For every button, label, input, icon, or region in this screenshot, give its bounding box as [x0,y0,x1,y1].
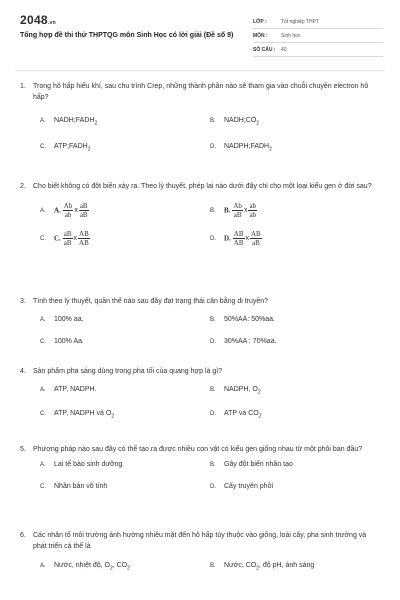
question-text: Sản phẩm pha sáng dùng trong pha tối của quang hợp là gì? [33,368,223,375]
option-a[interactable]: A. $NADH;FADH_2$ [40,117,98,127]
question-text: Các nhân tố môi trường ảnh hưởng nhiều mặt đến hô hấp tùy thuộc vào giống, loài cây, pha sinh trưởng và phát triển cá thể là [33,532,367,550]
option-c[interactable]: C. ATP, NADPH và $O_2$ [40,410,115,420]
question-text: Trong hô hấp hiếu khí, sau chu trình Crep, những thành phần nào sẽ tham gia vào chuỗi chuyền electron hô hấp? [33,83,369,101]
question-5: 5. Phương pháp nào sau đây có thể tạo ra được nhiều con vật có kiểu gen giống nhau từ một phôi ban đầu? A. Lai tế bào sinh dưỡng B. Gây đột biến nhân tạo C. Nhân bản vô tính D. Cấy truyền phôi [20,444,380,499]
option-c[interactable]: C. C. $\frac{aB}{aB}$ x $\frac{AB}{AB}$ [40,230,89,247]
option-a[interactable]: A. A. $\frac{Ab}{ab}$ x $\frac{aB}{aB}$ [40,202,88,219]
option-a[interactable]: A. Lai tế bào sinh dưỡng [40,461,123,468]
option-b[interactable]: B. $NADH;CO_2$ [210,117,260,127]
option-c[interactable]: C. 100% Aa. [40,338,84,345]
site-logo[interactable]: 2048.vn [20,13,57,27]
document-title: Tổng hợp đề thi thử THPTQG môn Sinh Học có lời giải (Đề số 9) [20,32,234,39]
page-header [0,0,400,62]
option-d[interactable]: D. D. $\frac{AB}{AB}$ x $\frac{AB}{aB}$ [210,230,261,247]
meta-subject: MÔN : Sinh học [253,29,383,43]
option-c[interactable]: C. Nhân bản vô tính [40,483,108,490]
question-text: Phương pháp nào sau đây có thể tạo ra được nhiều con vật có kiểu gen giống nhau từ một phôi ban đầu? [33,446,363,453]
question-text: Cho biết không có đột biến xảy ra. Theo lý thuyết, phép lai nào dưới đây chỉ cho một loại kiểu gen ở đời sau? [33,183,372,190]
meta-question-count: SỐ CÂU : 40 [253,43,383,57]
option-b[interactable]: B. NADPH, $O_2$ [210,386,261,396]
option-d[interactable]: D. Cấy truyền phôi [210,483,274,490]
option-d[interactable]: D. ATP và $CO_2$ [210,410,262,420]
option-b[interactable]: B. Nước, $CO_2$, độ pH, ánh sáng [210,562,315,572]
option-b[interactable]: B. B. $\frac{Ab}{aB}$ x $\frac{ab}{ab}$ [210,202,257,219]
exam-meta [253,15,383,57]
question-1: 1. Trong hô hấp hiếu khí, sau chu trình Crep, những thành phần nào sẽ tham gia vào chuỗi chuyền electron hô hấp? A. $NADH;FADH_2$ B. $NADH;CO_2$ C. $ATP;FADH_2$ D. $NADPH;FADH_2$ [20,81,380,159]
question-3: 3. Tính theo lý thuyết, quần thể nào sau đây đạt trạng thái cân bằng di truyền? A. 100% aa. B. 50%AA: 50%aa. C. 100% Aa. D. 30%AA : 70%aa. [20,296,380,354]
option-c[interactable]: C. $ATP;FADH_2$ [40,143,91,153]
question-2: 2. Cho biết không có đột biến xảy ra. Theo lý thuyết, phép lai nào dưới đây chỉ cho một loại kiểu gen ở đời sau? A. A. $\frac{Ab}{ab}$ x $\frac{aB}{aB}$ B. B. $\frac{Ab}{aB}$ x $\frac{ab}{ab}$ C. C. $\frac{aB}{aB}$ x $\frac{AB}{AB}$ D. D. $\frac{AB}{AB}$ x $\frac{AB}{aB}$ [20,181,380,250]
option-b[interactable]: B. 50%AA: 50%aa. [210,316,275,323]
header-divider [15,70,385,71]
question-6: 6. Các nhân tố môi trường ảnh hưởng nhiều mặt đến hô hấp tùy thuộc vào giống, loài cây, pha sinh trưởng và phát triển cá thể là A. Nước, nhiệt độ, $O_2$, $CO_2$ B. Nước, $CO_2$, độ pH, ánh sáng [20,530,380,578]
option-a[interactable]: A. Nước, nhiệt độ, $O_2$, $CO_2$ [40,562,130,572]
option-a[interactable]: A. ATP, NADPH. [40,386,97,393]
question-text: Tính theo lý thuyết, quần thể nào sau đây đạt trạng thái cân bằng di truyền? [33,298,269,305]
meta-class: LỚP : Tốt nghiệp THPT [253,15,383,29]
option-a[interactable]: A. 100% aa. [40,316,84,323]
option-d[interactable]: D. $NADPH;FADH_2$ [210,143,272,153]
option-d[interactable]: D. 30%AA : 70%aa. [210,338,277,345]
option-b[interactable]: B. Gây đột biến nhân tạo [210,461,293,468]
question-4: 4. Sản phẩm pha sáng dùng trong pha tối của quang hợp là gì? A. ATP, NADPH. B. NADPH, $O_2$ C. ATP, NADPH và $O_2$ D. ATP và $CO_2$ [20,366,380,426]
